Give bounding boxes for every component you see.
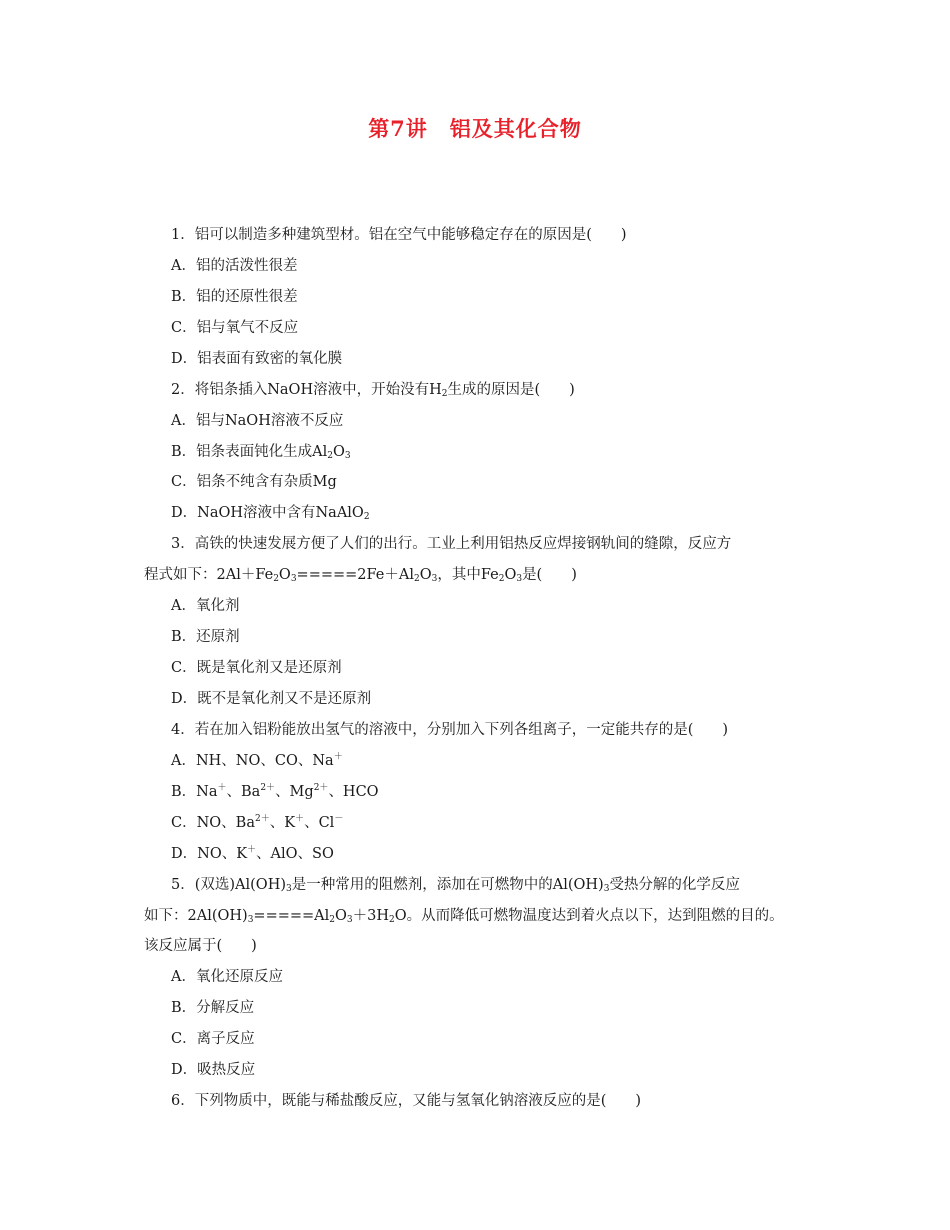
question-2-option-c: C．铝条不纯含有杂质Mg	[171, 474, 337, 490]
question-1-option-a: A．铝的活泼性很差	[171, 258, 298, 274]
question-3-option-d: D．既不是氧化剂又不是还原剂	[171, 691, 372, 707]
question-5-option-a: A．氧化还原反应	[171, 969, 283, 985]
question-5-stem-line-3: 该反应属于( )	[144, 938, 257, 954]
question-5-option-d: D．吸热反应	[171, 1062, 256, 1078]
question-1-option-c: C．铝与氧气不反应	[171, 320, 299, 336]
question-5-stem-line-1: 5．(双选)$Al(OH)_3$是一种常用的阻燃剂，添加在可燃物中的$Al(OH)_3$受热分解的化学反应	[171, 877, 740, 894]
question-6-stem: 6．下列物质中，既能与稀盐酸反应，又能与氢氧化钠溶液反应的是( )	[171, 1093, 642, 1109]
question-4-option-c: C．NO、$Ba^{2+}$、K＋、Cl－	[171, 814, 344, 831]
question-1-option-d: D．铝表面有致密的氧化膜	[171, 351, 343, 367]
question-3-stem-line-1: 3．高铁的快速发展方便了人们的出行。工业上利用铝热反应焊接钢轨间的缝隙，反应方	[171, 536, 732, 552]
question-5-option-c: C．离子反应	[171, 1031, 255, 1047]
question-3-option-a: A．氧化剂	[171, 598, 240, 614]
question-2-option-d: D．NaOH溶液中含有NaAlO$_2$	[171, 505, 370, 522]
page-title: 第7讲 铝及其化合物	[368, 116, 582, 141]
question-3-option-b: B．还原剂	[171, 629, 240, 645]
question-2-option-b: B．铝条表面钝化生成$Al_2O_3$	[171, 444, 351, 461]
question-1-stem: 1．铝可以制造多种建筑型材。铝在空气中能够稳定存在的原因是( )	[171, 227, 627, 243]
question-4-option-b: B．Na＋、$Ba^{2+}$、$Mg^{2+}$、HCO	[171, 783, 379, 800]
question-5-option-b: B．分解反应	[171, 1000, 255, 1016]
question-4-option-a: A．NH、NO、CO、Na＋	[171, 752, 343, 769]
question-4-stem: 4．若在加入铝粉能放出氢气的溶液中，分别加入下列各组离子，一定能共存的是( )	[171, 722, 729, 738]
question-5-stem-line-2: 如下：$2Al(OH)_3=====Al_2O_3+3H_2O$。从而降低可燃物温度达到着火点以下，达到阻燃的目的。	[144, 908, 784, 925]
question-2-stem: 2．将铝条插入NaOH溶液中，开始没有$H_2$生成的原因是( )	[171, 382, 575, 399]
question-4-option-d: D．NO、K＋、AlO、SO	[171, 845, 334, 862]
question-3-option-c: C．既是氧化剂又是还原剂	[171, 660, 342, 676]
question-3-stem-line-2: 程式如下：$2Al+Fe_2O_3=====2Fe+Al_2O_3$，其中$Fe_2O_3$是( )	[144, 567, 577, 584]
question-1-option-b: B．铝的还原性很差	[171, 289, 298, 305]
question-2-option-a: A．铝与NaOH溶液不反应	[171, 413, 344, 429]
